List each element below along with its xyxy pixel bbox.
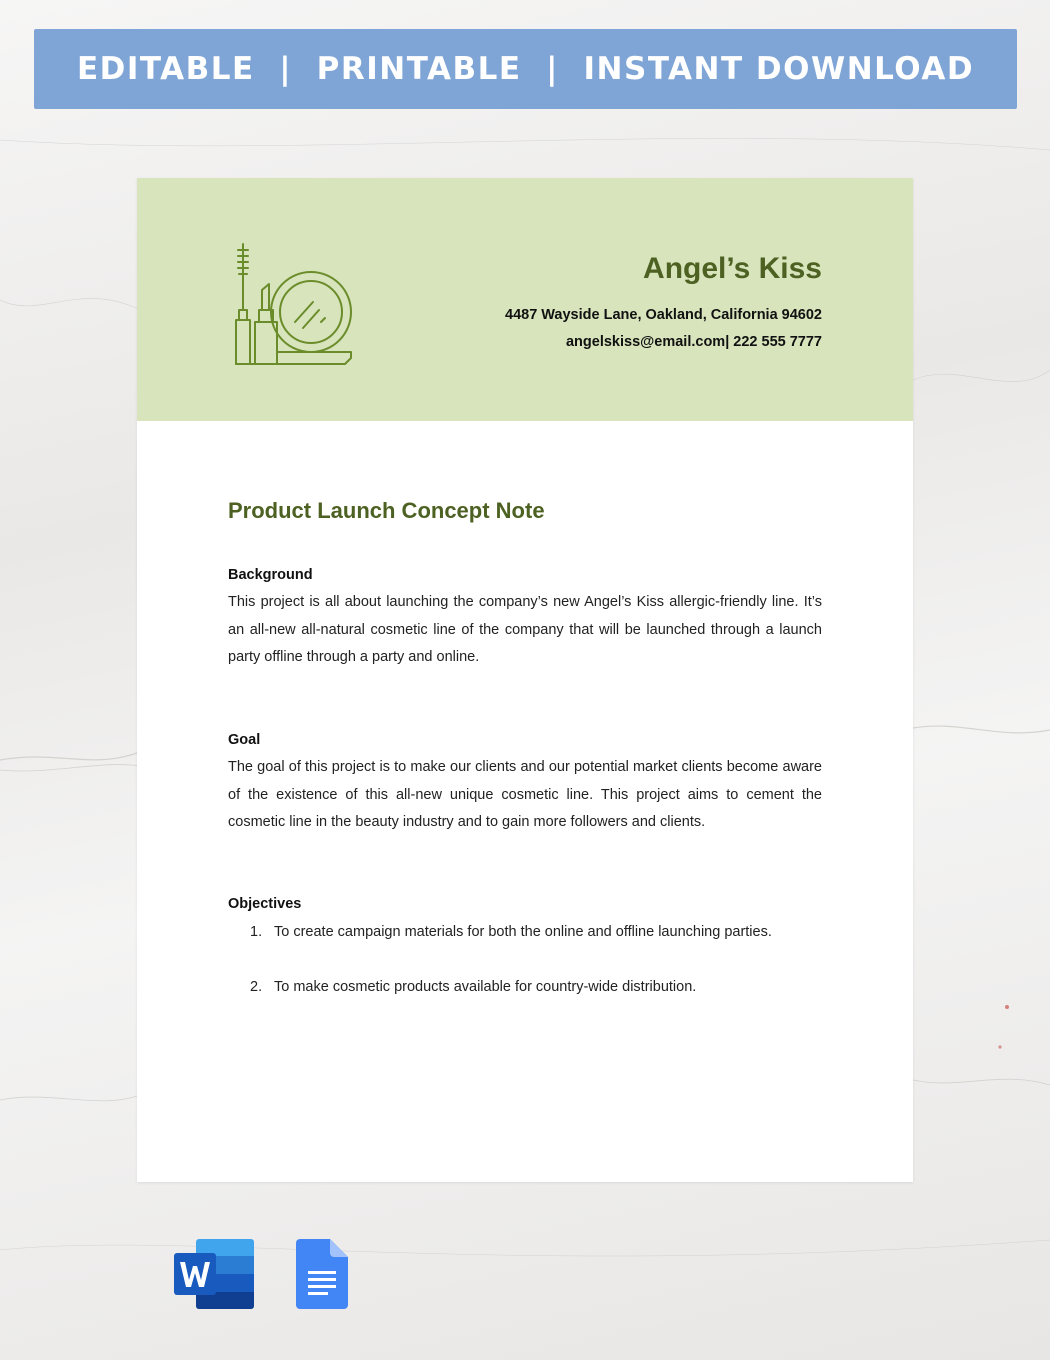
microsoft-word-icon bbox=[174, 1239, 254, 1309]
goal-heading: Goal bbox=[228, 732, 261, 748]
company-name: Angel’s Kiss bbox=[643, 252, 822, 285]
list-item-number: 2. bbox=[250, 979, 263, 995]
list-item-text: To make cosmetic products available for country-wide distribution. bbox=[274, 979, 697, 995]
letterhead bbox=[137, 178, 913, 421]
cosmetics-icon bbox=[233, 240, 355, 370]
list-item-text: To create campaign materials for both the online and offline launching parties. bbox=[274, 924, 772, 940]
list-item-number: 1. bbox=[250, 924, 263, 940]
google-docs-icon bbox=[296, 1239, 348, 1309]
top-banner bbox=[34, 29, 1017, 109]
company-address: 4487 Wayside Lane, Oakland, California 94602 bbox=[505, 307, 822, 323]
company-contact: angelskiss@email.com| 222 555 7777 bbox=[565, 334, 822, 350]
goal-text: The goal of this project is to make our clients and our potential market clients become aware of the existence of this all-new unique cosmetic line. This project aims to cement the cosmetic line in the beauty industry and to gain more followers and clients. bbox=[228, 759, 822, 830]
background-text: This project is all about launching the company’s new Angel’s Kiss allergic-friendly line. It’s an all-new all-natural cosmetic line of the company that will be launched through a launch party offline through a party and online. bbox=[228, 594, 822, 665]
document-title: Product Launch Concept Note bbox=[228, 498, 545, 523]
background-heading: Background bbox=[228, 567, 313, 583]
objectives-heading: Objectives bbox=[228, 896, 302, 912]
banner-text: EDITABLE | PRINTABLE | INSTANT DOWNLOAD bbox=[76, 51, 975, 87]
document-page bbox=[137, 178, 913, 1182]
